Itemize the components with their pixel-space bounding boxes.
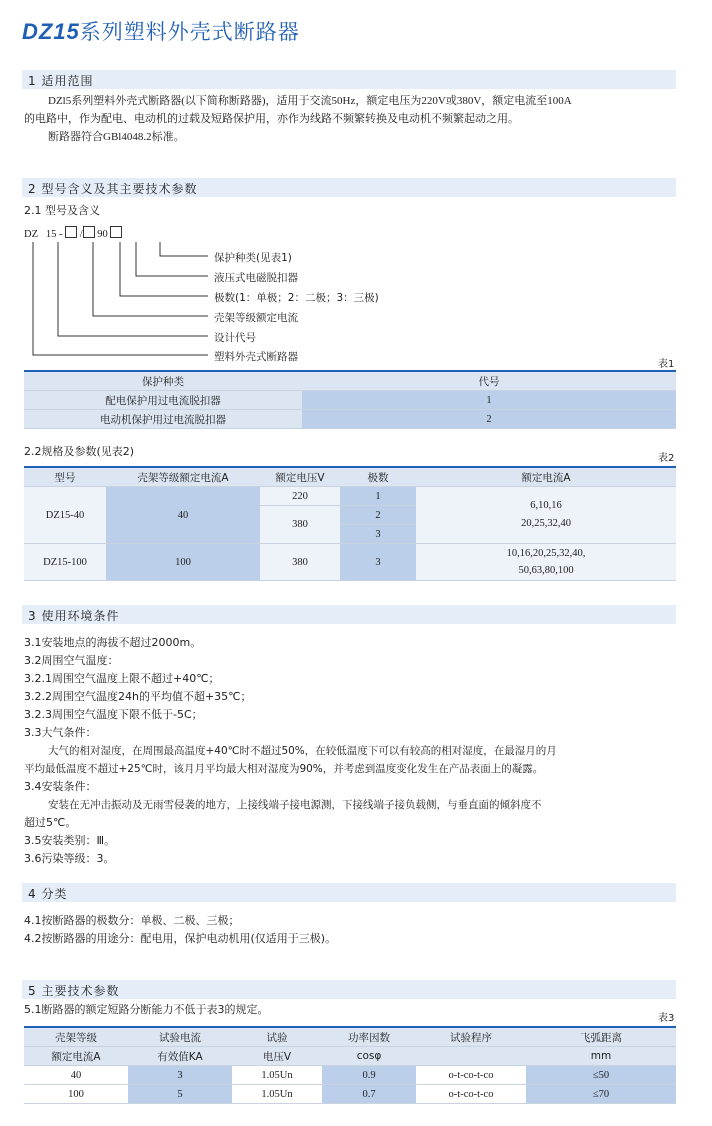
t2-cell-poles: 3 <box>340 525 416 544</box>
t2-cell-model: DZ15-100 <box>24 544 106 581</box>
section-4-header <box>22 883 676 902</box>
leader-line-2 <box>136 242 208 276</box>
t2-header-model: 型号 <box>24 467 106 487</box>
t3-header: 试验程序 <box>416 1027 526 1047</box>
t3-cell: 3 <box>128 1066 232 1085</box>
title-text: 系列塑料外壳式断路器 <box>79 20 300 44</box>
t2-current-line: 10,16,20,25,32,40, <box>506 548 586 559</box>
code-part-15: 15 <box>45 229 57 240</box>
t2-cell-frame: 100 <box>106 544 260 581</box>
t1-cell: 电动机保护用过电流脱扣器 <box>24 410 302 429</box>
t2-cell-voltage: 220 <box>260 487 340 506</box>
t1-header-code: 代号 <box>302 371 676 391</box>
t2-header-rated-current: 额定电流A <box>416 467 676 487</box>
section-1-title: 1 适用范围 <box>28 74 94 88</box>
s2-sub-2: 2.2规格及参数(见表2) <box>24 445 135 458</box>
legend-plastic-case: 塑料外壳式断路器 <box>214 351 298 363</box>
t1-header-type: 保护种类 <box>24 371 302 391</box>
s3-line: 3.2.3周围空气温度下限不低于-5C； <box>24 708 203 721</box>
s3-line: 3.5安装类别：Ⅲ。 <box>24 834 116 847</box>
leader-line-1 <box>160 242 208 256</box>
s1-line-2: 的电路中，作为配电、电动机的过载及短路保护用，亦作为线路不频繁转换及电动机不频繁起动之用。 <box>24 113 519 125</box>
t3-cell: 0.7 <box>322 1085 416 1104</box>
t2-cell-poles: 1 <box>340 487 416 506</box>
t3-header: mm <box>526 1047 676 1066</box>
table-3 <box>24 1026 676 1104</box>
table-1 <box>24 370 676 429</box>
leader-line-4 <box>93 242 208 316</box>
t3-header <box>416 1047 526 1066</box>
table-1-label: 表1 <box>658 359 675 370</box>
t1-cell: 2 <box>302 410 676 429</box>
title-model: DZ15 <box>22 19 80 44</box>
legend-poles: 极数(1：单极；2：二极；3：三极) <box>214 292 379 304</box>
s4-line: 4.2按断路器的用途分：配电用，保护电动机用(仅适用于三极)。 <box>24 932 337 945</box>
s3-line: 平均最低温度不超过+25℃时，该月月平均最大相对湿度为90%，并考虑到温度变化发生在产品表面上的凝露。 <box>24 763 544 775</box>
s3-line: 3.6污染等级：3。 <box>24 852 115 865</box>
s3-line: 3.2.2周围空气温度24h的平均值不超+35℃； <box>24 690 252 703</box>
t2-cell-current <box>416 544 676 581</box>
s3-line: 3.3大气条件： <box>24 726 97 739</box>
table-2 <box>24 466 676 581</box>
s3-line: 3.1安装地点的海拔不超过2000m。 <box>24 636 202 649</box>
code-part-dash: - <box>59 229 63 240</box>
section-2-title: 2 型号含义及其主要技术参数 <box>28 182 198 196</box>
s1-line-1: DZl5系列塑料外壳式断路器(以下简称断路器)，适用于交流50Hz，额定电压为220V或380V，额定电流至100A <box>48 95 572 107</box>
legend-protection-type: 保护种类(见表1) <box>214 252 292 264</box>
t2-cell-voltage: 380 <box>260 506 340 544</box>
s4-line: 4.1按断路器的极数分：单极、二极、三极； <box>24 914 240 927</box>
table-3-label: 表3 <box>658 1013 675 1024</box>
s3-line: 大气的相对湿度，在周围最高温度+40℃时不超过50%，在较低温度下可以有较高的相对湿度，在最湿月的月 <box>48 745 557 757</box>
t2-cell-model: DZ15-40 <box>24 487 106 544</box>
s1-line-3: 断路器符合GBl4048.2标准。 <box>48 131 185 143</box>
t3-header: cosφ <box>322 1047 416 1066</box>
t3-cell: ≤50 <box>526 1066 676 1085</box>
t2-header-voltage: 额定电压V <box>260 467 340 487</box>
s5-line: 5.1断路器的额定短路分断能力不低于表3的规定。 <box>24 1003 269 1016</box>
t3-cell: 40 <box>24 1066 128 1085</box>
section-5-header <box>22 980 676 999</box>
section-3-header <box>22 605 676 624</box>
model-code-leader-lines <box>0 0 712 380</box>
t3-header: 额定电流A <box>24 1047 128 1066</box>
code-part-90: 90 <box>97 229 108 240</box>
code-part-slash: / <box>79 229 83 240</box>
t3-cell: 100 <box>24 1085 128 1104</box>
t3-cell: ≤70 <box>526 1085 676 1104</box>
t3-cell: 1.05Un <box>232 1066 322 1085</box>
s3-line: 超过5℃。 <box>24 816 77 829</box>
t3-header: 壳架等级 <box>24 1027 128 1047</box>
t3-cell: o-t-co-t-co <box>416 1066 526 1085</box>
t1-cell: 1 <box>302 391 676 410</box>
section-3-title: 3 使用环境条件 <box>28 609 120 623</box>
section-5-title: 5 主要技术参数 <box>28 984 120 998</box>
legend-design-code: 设计代号 <box>214 332 256 344</box>
code-part-dz: DZ <box>24 229 38 240</box>
t2-current-line: 20,25,32,40 <box>521 518 571 529</box>
t2-cell-frame: 40 <box>106 487 260 544</box>
t2-cell-poles: 2 <box>340 506 416 525</box>
t3-header: 试验 <box>232 1027 322 1047</box>
t2-cell-poles: 3 <box>340 544 416 581</box>
t2-cell-current <box>416 487 676 544</box>
s3-line: 3.2周围空气温度： <box>24 654 119 667</box>
s3-line: 安装在无冲击振动及无雨雪侵袭的地方，上接线端子接电源测，下接线端子接负载侧，与垂直面的倾斜度不 <box>48 799 542 811</box>
legend-frame-current: 壳架等级额定电流 <box>214 312 298 324</box>
s3-line: 3.4安装条件： <box>24 780 97 793</box>
t3-cell: o-t-co-t-co <box>416 1085 526 1104</box>
t3-cell: 1.05Un <box>232 1085 322 1104</box>
t2-cell-voltage: 380 <box>260 544 340 581</box>
t3-cell: 0.9 <box>322 1066 416 1085</box>
t3-cell: 5 <box>128 1085 232 1104</box>
t2-current-line: 6,10,16 <box>530 500 562 511</box>
t3-header: 电压V <box>232 1047 322 1066</box>
leader-line-3 <box>120 242 208 296</box>
s2-sub-1: 2.1 型号及含义 <box>24 204 100 217</box>
s3-line: 3.2.1周围空气温度上限不超过+40℃； <box>24 672 220 685</box>
t3-header: 功率因数 <box>322 1027 416 1047</box>
table-2-label: 表2 <box>658 453 675 464</box>
t2-current-line: 50,63,80,100 <box>518 565 574 576</box>
t3-header: 飞弧距离 <box>526 1027 676 1047</box>
section-4-title: 4 分类 <box>28 887 68 901</box>
t1-cell: 配电保护用过电流脱扣器 <box>24 391 302 410</box>
t3-header: 有效值KA <box>128 1047 232 1066</box>
t2-header-frame-current: 壳架等级额定电流A <box>106 467 260 487</box>
t2-header-poles: 极数 <box>340 467 416 487</box>
legend-hydraulic-release: 液压式电磁脱扣器 <box>214 272 298 284</box>
t3-header: 试验电流 <box>128 1027 232 1047</box>
